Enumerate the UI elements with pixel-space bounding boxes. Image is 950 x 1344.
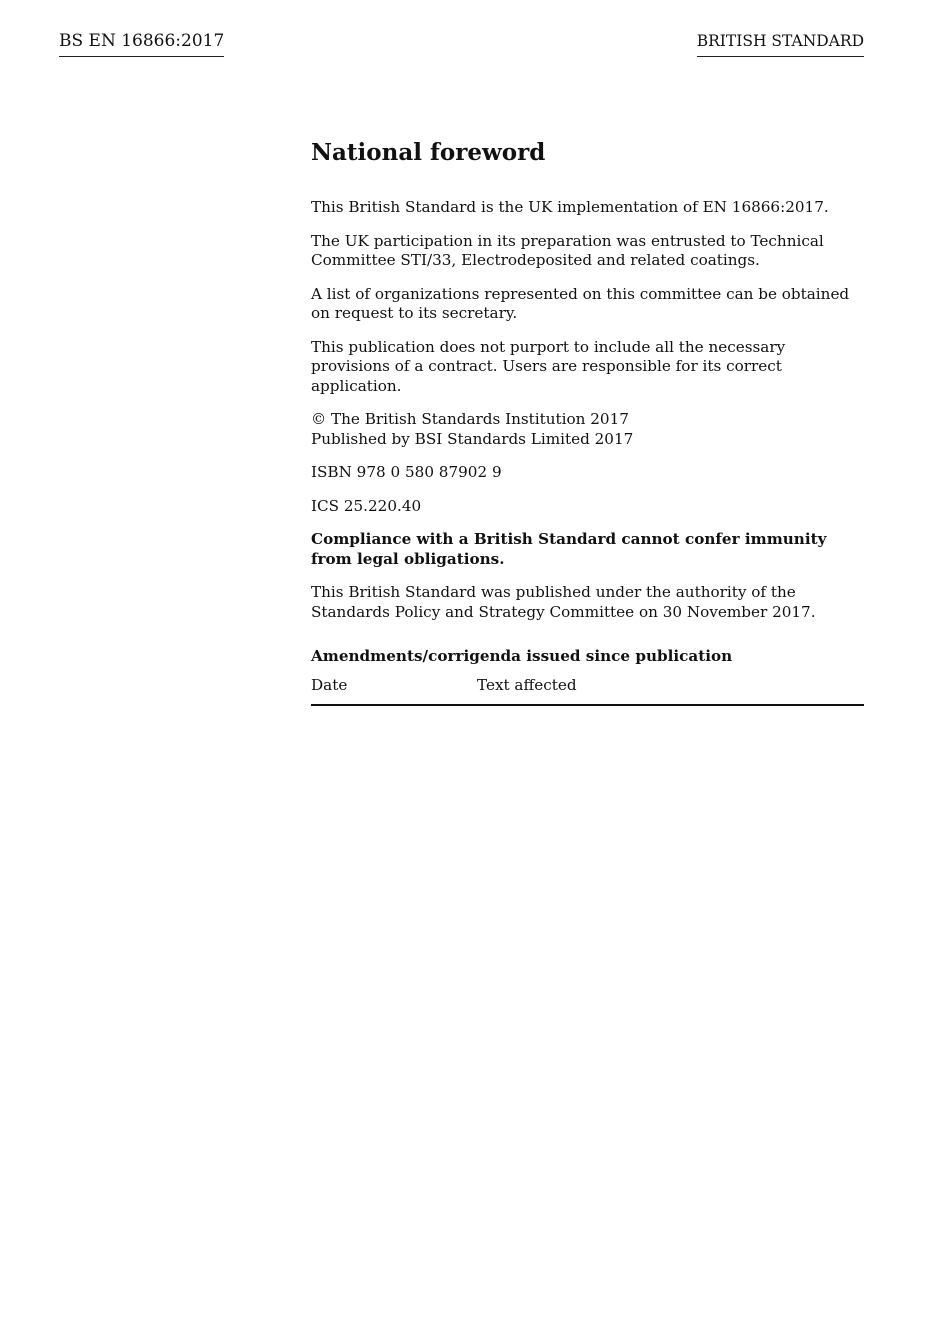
copyright-block: [311, 410, 864, 449]
committee-paragraph: The UK participation in its preparation was entrusted to Technical Committee STI/33, Electrodeposited and related coatings.: [311, 231, 824, 269]
amendments-title: Amendments/corrigenda issued since publication: [311, 647, 733, 665]
text-affected-column-header: Text affected: [477, 676, 577, 694]
page-title: National foreword: [311, 139, 546, 166]
document-id: BS EN 16866:2017: [59, 31, 224, 57]
document-type: BRITISH STANDARD: [697, 31, 864, 57]
provisions-paragraph: This publication does not purport to include all the necessary provisions of a contract. Users are responsible for its correct application.: [311, 337, 786, 395]
foreword-section: [311, 138, 864, 706]
copyright-line: © The British Standards Institution 2017: [311, 410, 629, 428]
compliance-notice: Compliance with a British Standard cannot confer immunity from legal obligations.: [311, 530, 827, 568]
organizations-paragraph: A list of organizations represented on this committee can be obtained on request to its secretary.: [311, 284, 850, 322]
date-column-header: Date: [311, 676, 348, 694]
implementation-paragraph: This British Standard is the UK implementation of EN 16866:2017.: [311, 198, 829, 216]
amendments-table: [311, 675, 864, 706]
isbn: ISBN 978 0 580 87902 9: [311, 463, 502, 481]
ics: ICS 25.220.40: [311, 496, 422, 515]
publisher-line: Published by BSI Standards Limited 2017: [311, 429, 634, 448]
authority-paragraph: This British Standard was published under the authority of the Standards Policy and Strategy Committee on 30 November 2017.: [311, 583, 816, 621]
